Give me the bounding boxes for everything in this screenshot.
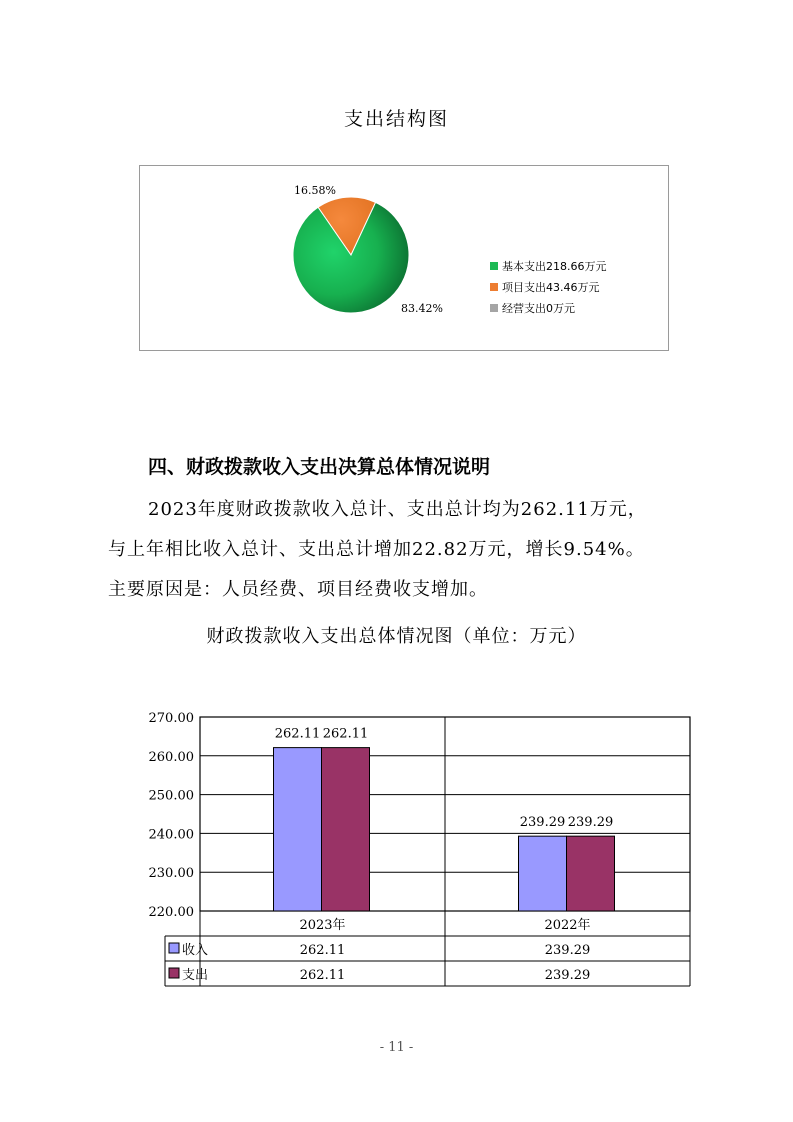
table-legend-swatch — [169, 968, 179, 978]
table-cell: 239.29 — [544, 968, 591, 983]
page-number: - 11 - — [379, 1040, 414, 1055]
legend-label-project: 项目支出43.46万元 — [502, 281, 600, 294]
bar-data-label: 262.11 — [322, 726, 369, 742]
bar-chart-title: 财政拨款收入支出总体情况图（单位：万元） — [206, 626, 587, 647]
section-heading: 四、财政拨款收入支出决算总体情况说明 — [148, 456, 491, 478]
bar-chart — [120, 700, 700, 1000]
bar-data-label: 239.29 — [567, 815, 614, 831]
legend-item-operating — [490, 300, 575, 316]
y-tick-label: 240.00 — [148, 827, 194, 843]
legend-swatch-basic — [490, 262, 498, 270]
y-tick-label: 220.00 — [148, 905, 194, 920]
y-tick-label: 250.00 — [148, 788, 194, 804]
bar-data-label: 239.29 — [519, 815, 566, 831]
table-series-name: 收入 — [182, 943, 209, 958]
table-cell: 239.29 — [544, 943, 591, 958]
bar-income-1 — [519, 836, 567, 911]
table-cell: 262.11 — [299, 943, 346, 958]
paragraph-line-2: 与上年相比收入总计、支出总计增加22.82万元，增长9.54%。 — [108, 539, 645, 560]
pie-percent-label-project: 16.58% — [294, 184, 336, 197]
paragraph-line-1: 2023年度财政拨款收入总计、支出总计均为262.11万元， — [148, 499, 647, 520]
bar-data-label: 262.11 — [274, 726, 321, 742]
y-tick-label: 230.00 — [148, 866, 194, 882]
y-tick-label: 270.00 — [148, 711, 194, 726]
legend-item-project — [490, 279, 600, 295]
legend-item-basic — [490, 258, 607, 274]
legend-label-operating: 经营支出0万元 — [502, 302, 575, 315]
legend-swatch-project — [490, 283, 498, 291]
x-category-label: 2023年 — [299, 918, 346, 933]
table-series-name: 支出 — [182, 968, 209, 983]
pie-percent-label-basic: 83.42% — [401, 302, 443, 315]
table-cell: 262.11 — [299, 968, 346, 983]
bar-expense-0 — [322, 748, 370, 911]
legend-label-basic: 基本支出218.66万元 — [502, 260, 607, 273]
bar-expense-1 — [567, 836, 615, 911]
pie-chart-title: 支出结构图 — [343, 108, 449, 130]
x-category-label: 2022年 — [544, 918, 591, 933]
y-tick-label: 260.00 — [148, 749, 194, 765]
table-legend-swatch — [169, 943, 179, 953]
paragraph-line-3: 主要原因是：人员经费、项目经费收支增加。 — [108, 579, 488, 600]
legend-swatch-operating — [490, 304, 498, 312]
bar-income-0 — [274, 748, 322, 911]
